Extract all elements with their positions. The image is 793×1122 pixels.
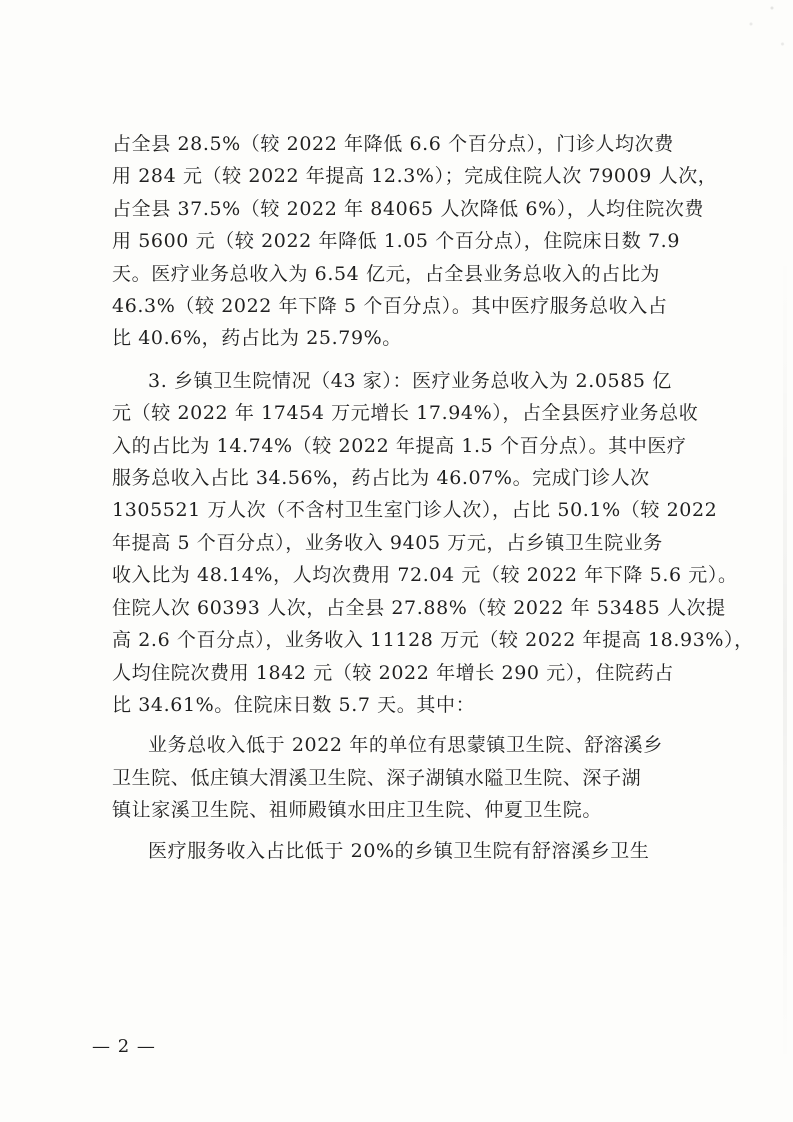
text-line: 用 5600 元（较 2022 年降低 1.05 个百分点），住院床日数 7.9: [112, 230, 681, 253]
text-line: 人均住院次费用 1842 元（较 2022 年增长 290 元），住院药占: [112, 661, 674, 684]
text-line: 占全县 28.5%（较 2022 年降低 6.6 个百分点），门诊人均次费: [112, 133, 674, 155]
text-line: 比 34.61%。住院床日数 5.7 天。其中：: [112, 693, 476, 716]
page-number: — 2 —: [92, 1036, 156, 1057]
document-body: [112, 128, 754, 867]
text-line: 入的占比为 14.74%（较 2022 年提高 1.5 个百分点）。其中医疗: [112, 434, 687, 457]
paragraph-low-service-ratio: [112, 835, 682, 867]
text-line: 卫生院、低庄镇大渭溪卫生院、深子湖镇水隘卫生院、深子湖: [112, 766, 642, 789]
scan-speck-mark: [723, 0, 793, 80]
scan-edge-shadow: [783, 250, 787, 1070]
text-line: 高 2.6 个百分点），业务收入 11128 万元（较 2022 年提高 18.93%），: [112, 629, 754, 652]
section-heading-line: 3. 乡镇卫生院情况（43 家）：医疗业务总收入为 2.0585 亿: [148, 369, 672, 392]
text-line: 收入比为 48.14%，人均次费用 72.04 元（较 2022 年下降 5.6 元）。: [112, 564, 738, 587]
paragraph-hospital-summary: [112, 128, 718, 355]
paragraph-township-hospitals: [112, 365, 754, 721]
text-line: 比 40.6%，药占比为 25.79%。: [112, 327, 402, 350]
text-line: 镇让家溪卫生院、祖师殿镇水田庄卫生院、仲夏卫生院。: [112, 799, 603, 822]
text-line: 用 284 元（较 2022 年提高 12.3%）；完成住院人次 79009 人次，: [112, 165, 718, 188]
text-line: 服务总收入占比 34.56%，药占比为 46.07%。完成门诊人次: [112, 467, 650, 490]
paragraph-lower-revenue-units: [112, 729, 682, 826]
text-line: 住院人次 60393 人次，占全县 27.88%（较 2022 年 53485 人次提: [112, 596, 726, 619]
text-line: 业务总收入低于 2022 年的单位有思蒙镇卫生院、舒溶溪乡: [148, 734, 663, 757]
text-line: 医疗服务收入占比低于 20%的乡镇卫生院有舒溶溪乡卫生: [148, 839, 650, 862]
text-line: 年提高 5 个百分点），业务收入 9405 万元，占乡镇卫生院业务: [112, 531, 663, 554]
text-line: 天。医疗业务总收入为 6.54 亿元，占全县业务总收入的占比为: [112, 262, 660, 285]
text-line: 46.3%（较 2022 年下降 5 个百分点）。其中医疗服务总收入占: [112, 295, 668, 318]
text-line: 1305521 万人次（不含村卫生室门诊人次），占比 50.1%（较 2022: [112, 499, 718, 522]
text-line: 元（较 2022 年 17454 万元增长 17.94%），占全县医疗业务总收: [112, 402, 699, 425]
text-line: 占全县 37.5%（较 2022 年 84065 人次降低 6%），人均住院次费: [112, 197, 705, 220]
